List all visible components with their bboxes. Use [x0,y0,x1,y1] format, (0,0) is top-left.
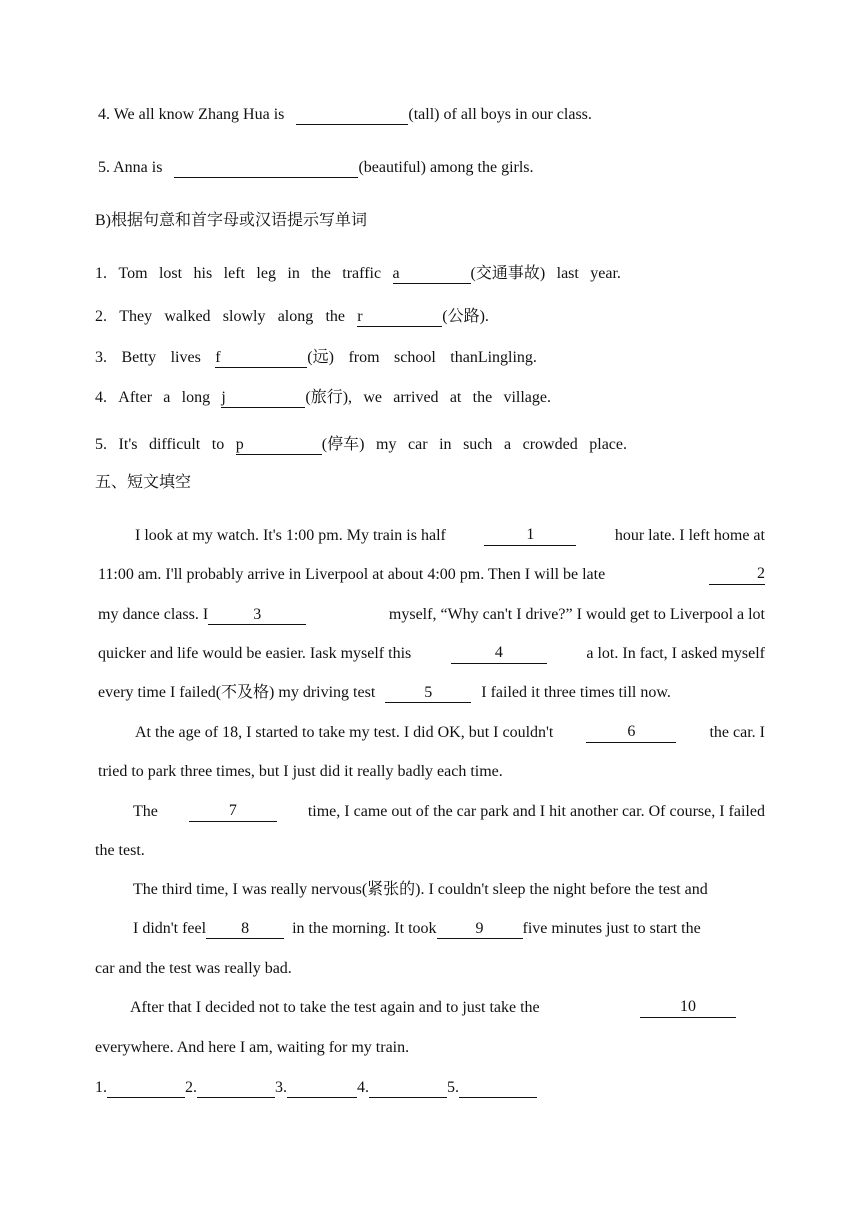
passage-text: every time I failed(不及格) my driving test [98,684,376,701]
word: we [363,389,382,406]
passage-text: a lot. In fact, I asked myself [586,645,765,662]
word: my [376,436,397,453]
blank-7[interactable] [189,802,277,822]
answer-blank-3[interactable] [287,1079,357,1098]
word: traffic [342,265,382,282]
passage-line: everywhere. And here I am, waiting for my train. [95,1039,410,1056]
passage-line [135,723,765,743]
blank-number: 4 [494,644,503,661]
passage-line [98,605,765,625]
word: After [118,389,153,406]
passage-line [130,998,736,1018]
blank-5[interactable] [385,684,471,703]
blank-1[interactable] [484,526,576,546]
passage-line [135,526,765,546]
blank-2[interactable] [709,565,765,585]
word: village. [503,389,551,406]
part-b-question-5 [95,435,627,455]
chinese-hint: (旅行), [305,389,353,406]
passage-line: the test. [95,842,145,859]
word: crowded [522,436,578,453]
answer-row [95,1078,537,1098]
word: Tom [118,265,148,282]
word: car [408,436,428,453]
question-text: 5. Anna is [98,159,163,176]
passage-text: my dance class. I [98,606,209,623]
answer-blank[interactable] [221,389,305,408]
word: It's [118,436,138,453]
word: his [193,265,213,282]
first-letter: p [235,436,244,453]
passage-line [98,565,765,585]
word: 1. [95,265,107,282]
passage-line [133,919,701,939]
answer-blank[interactable] [393,265,471,284]
passage-line: car and the test was really bad. [95,960,292,977]
part-b-question-2 [95,307,489,327]
blank-number: 8 [241,920,250,937]
passage-text: myself, “Why can't I drive?” I would get to Liverpool a lot [388,606,765,623]
passage-text: I didn't feel [133,920,207,937]
word: lives [170,349,201,366]
part-b-question-3 [95,348,537,368]
blank-number: 1 [526,526,535,543]
passage-line: The third time, I was really nervous(紧张的). I couldn't sleep the night before the test and [133,881,708,898]
word: 3. [95,349,107,366]
passage-text: I look at my watch. It's 1:00 pm. My train is half [135,527,446,544]
word: from [348,349,380,366]
chinese-hint: (交通事故) [470,265,546,282]
answer-label: 5. [447,1079,459,1096]
part-b-question-4 [95,388,551,408]
word: They [119,308,153,325]
passage-text: quicker and life would be easier. Iask myself this [98,645,412,662]
passage-line: tried to park three times, but I just did it really badly each time. [98,763,503,780]
first-letter: r [357,308,363,325]
word: walked [164,308,211,325]
part-a-question-4 [98,105,592,125]
answer-label: 2. [185,1079,197,1096]
word: such [463,436,493,453]
word: slowly [222,308,266,325]
word: 2. [95,308,107,325]
passage-line [98,644,765,664]
blank-number: 6 [627,723,636,740]
blank-9[interactable] [437,920,523,939]
chinese-hint: (远) [307,349,334,366]
answer-label: 3. [275,1079,287,1096]
blank-number: 9 [475,920,484,937]
word: lost [158,265,183,282]
passage-text: 11:00 am. I'll probably arrive in Liverpool at about 4:00 pm. Then I will be late [98,566,606,583]
word: the [311,265,331,282]
part-a-question-5 [98,158,534,178]
passage-text: the car. I [709,724,765,741]
answer-blank[interactable] [296,106,408,125]
word: in [439,436,452,453]
word: to [211,436,225,453]
answer-blank[interactable] [357,308,442,327]
blank-number: 7 [228,802,237,819]
part-b-question-1 [95,264,621,284]
word: arrived [393,389,439,406]
word: left [223,265,245,282]
passage-text: hour late. I left home at [614,527,765,544]
answer-blank-1[interactable] [107,1079,185,1098]
passage-text: At the age of 18, I started to take my test. I did OK, but I couldn't [135,724,554,741]
passage-text: time, I came out of the car park and I hit another car. Of course, I failed [307,803,765,820]
first-letter: a [392,265,400,282]
blank-number: 3 [253,606,262,623]
question-hint: (tall) of all boys in our class. [408,106,592,123]
word: the [472,389,493,406]
section-heading: 五、短文填空 [95,474,192,491]
chinese-hint: (公路). [442,308,489,325]
word: a [163,389,171,406]
question-text: 4. We all know Zhang Hua is [98,106,285,123]
answer-blank-5[interactable] [459,1079,537,1098]
passage-text: five minutes just to start the [522,920,701,937]
answer-blank[interactable] [236,436,322,455]
word: thanLingling. [450,349,537,366]
word: leg [256,265,276,282]
word: difficult [148,436,201,453]
word: a [503,436,512,453]
word: in [287,265,300,282]
blank-8[interactable] [206,920,284,939]
blank-number: 5 [424,684,433,701]
answer-label: 1. [95,1079,107,1096]
word: at [449,389,462,406]
passage-text: The [133,803,158,820]
word: the [325,308,346,325]
answer-blank[interactable] [174,159,358,178]
first-letter: f [215,349,221,366]
word: along [277,308,314,325]
answer-blank[interactable] [215,349,307,368]
passage-text: After that I decided not to take the test again and to just take the [130,999,540,1016]
answer-label: 4. [357,1079,369,1096]
question-hint: (beautiful) among the girls. [358,159,534,176]
first-letter: j [221,389,226,406]
blank-10[interactable] [640,998,736,1018]
passage-line [133,802,765,822]
word: long [181,389,211,406]
word: 4. [95,389,107,406]
chinese-hint: (停车) [321,436,365,453]
part-b-heading: B)根据句意和首字母或汉语提示写单词 [95,212,368,229]
blank-4[interactable] [451,644,547,664]
word: 5. [95,436,107,453]
blank-number: 2 [757,565,765,582]
word: last [556,265,579,282]
blank-6[interactable] [586,723,676,743]
word: place. [589,436,627,453]
passage-line [98,683,671,703]
word: school [394,349,436,366]
answer-blank-2[interactable] [197,1079,275,1098]
blank-3[interactable] [208,606,306,625]
passage-text: in the morning. It took [292,920,437,937]
word: Betty [121,349,157,366]
word: year. [590,265,621,282]
answer-blank-4[interactable] [369,1079,447,1098]
blank-number: 10 [680,998,696,1015]
passage-text: I failed it three times till now. [481,684,671,701]
